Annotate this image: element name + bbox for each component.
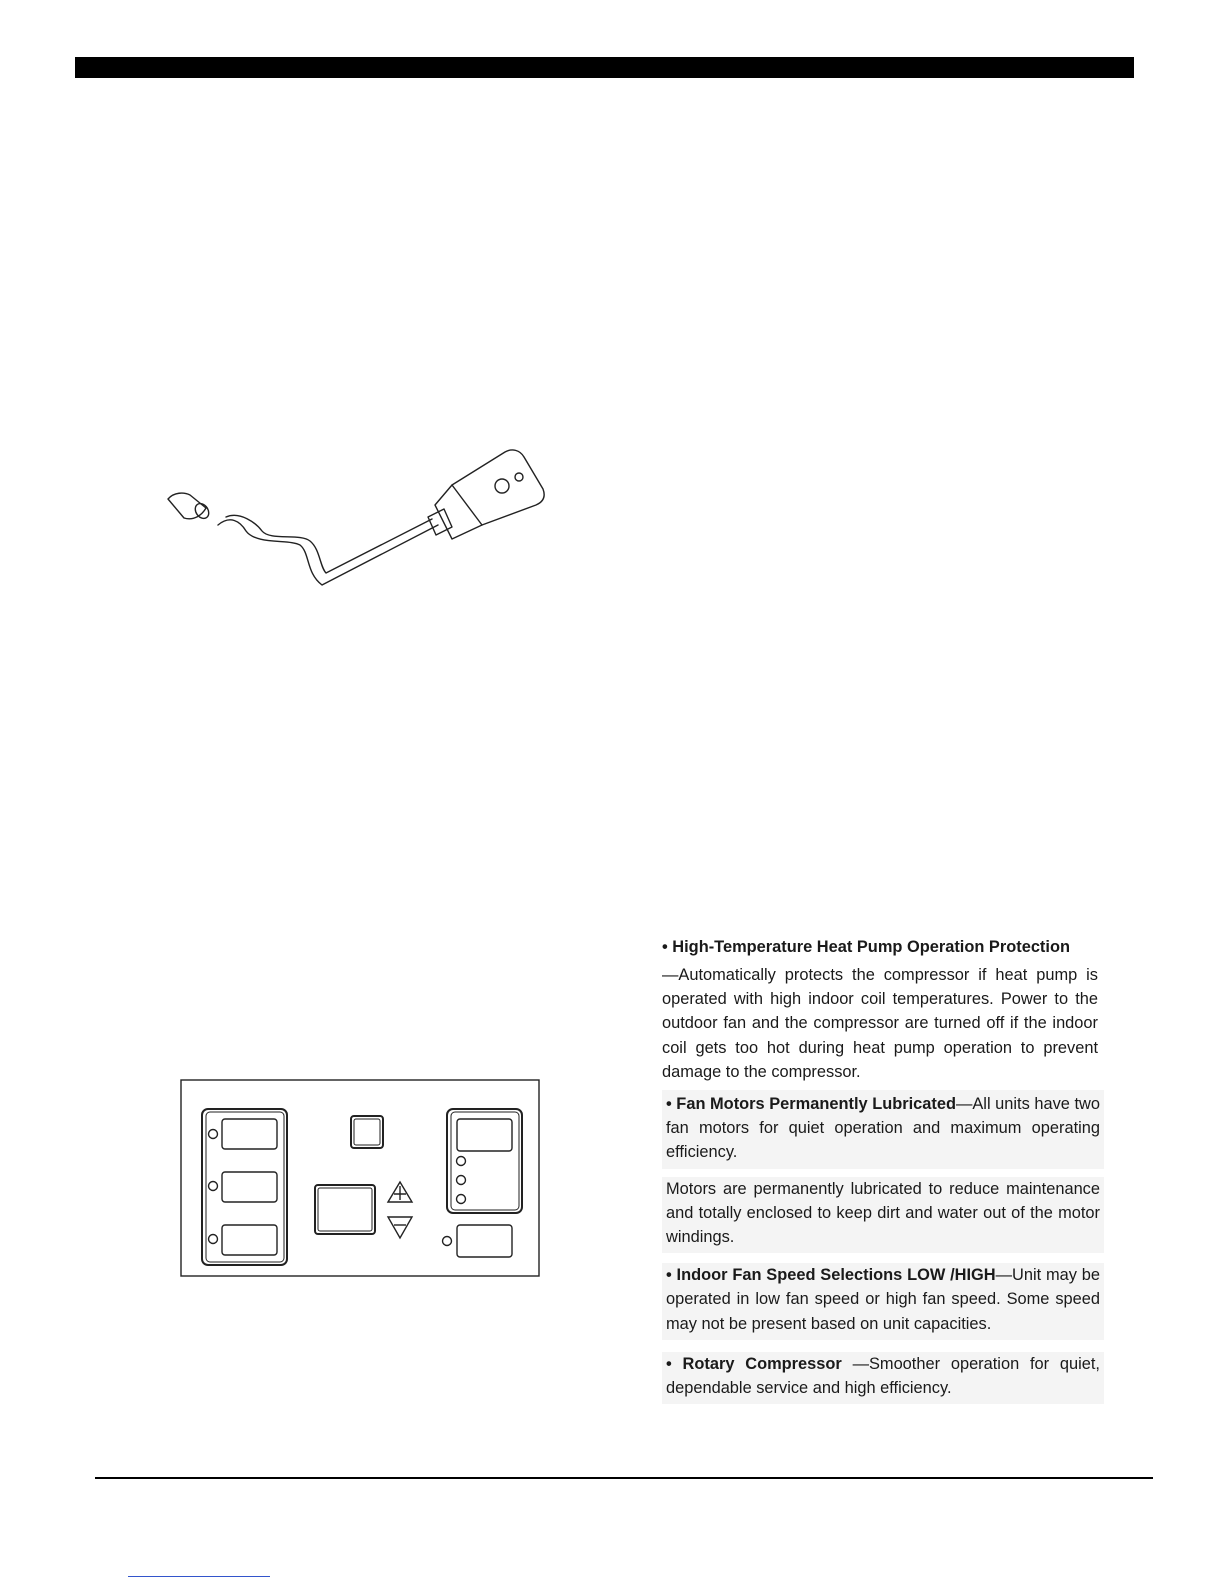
feature-body: All units have two fan motors for quiet operation and maximum operating efficiency. <box>666 1095 1100 1162</box>
mode-led-3 <box>209 1235 218 1244</box>
mode-button-1 <box>222 1119 277 1149</box>
fan-led-3 <box>457 1195 466 1204</box>
plug-collar <box>435 485 482 539</box>
dash: — <box>841 1354 869 1373</box>
plug-prong-hole <box>495 479 509 493</box>
fan-led-1 <box>457 1157 466 1166</box>
mode-led-2 <box>209 1182 218 1191</box>
power-button <box>351 1116 383 1148</box>
cord-cable <box>218 515 438 585</box>
feature-fan-speed <box>662 1263 1104 1340</box>
feature-heading: • High-Temperature Heat Pump Operation Protection <box>662 938 1070 956</box>
feature-body: Smoother operation for quiet, dependable service and high efficiency. <box>666 1354 1100 1398</box>
timer-led <box>443 1237 452 1246</box>
feature-paragraph <box>666 1263 1100 1336</box>
fan-button-group <box>447 1109 522 1213</box>
power-cord-drawing <box>160 445 560 610</box>
dash: — <box>995 1266 1013 1285</box>
fan-led-2 <box>457 1176 466 1185</box>
feature-heading: • Fan Motors Permanently Lubricated <box>666 1095 956 1114</box>
feature-body: —Automatically protects the compressor if heat pump is operated with high indoor coil temperatures. Power to the outdoor fan and the compressor are turned off if the indoor coil gets too hot during heat pump operation to prevent damage to the compressor. <box>662 966 1098 1081</box>
mode-button-group <box>202 1109 287 1265</box>
footer-link-underline[interactable] <box>128 1576 270 1577</box>
dash: — <box>955 1095 973 1114</box>
feature-paragraph <box>666 1092 1100 1165</box>
feature-body: Unit may be operated in low fan speed or high fan speed. Some speed may not be present based on unit capacities. <box>666 1266 1100 1333</box>
cord-cut-end <box>168 493 206 519</box>
feature-fan-motors <box>662 1090 1104 1169</box>
feature-fan-motors-detail <box>662 1177 1104 1254</box>
fan-button <box>457 1119 512 1151</box>
feature-body: Motors are permanently lubricated to reduce maintenance and totally enclosed to keep dirt and water out of the motor windings. <box>666 1179 1100 1247</box>
plug-body <box>452 450 544 525</box>
feature-heading: • Rotary Compressor <box>666 1354 842 1373</box>
header-bar <box>75 57 1134 78</box>
feature-heading: • Indoor Fan Speed Selections LOW /HIGH <box>666 1266 996 1285</box>
feature-rotary-compressor <box>662 1352 1104 1404</box>
footer-rule <box>95 1477 1153 1479</box>
plug-prong-hole-small <box>515 473 523 481</box>
mode-led-1 <box>209 1130 218 1139</box>
mode-button-2 <box>222 1172 277 1202</box>
mode-button-3 <box>222 1225 277 1255</box>
timer-button <box>457 1225 512 1257</box>
control-panel-drawing <box>180 1079 543 1279</box>
feature-paragraph <box>666 1352 1100 1400</box>
features-list <box>662 935 1104 1404</box>
minus-icon <box>388 1217 412 1238</box>
temperature-display <box>315 1185 375 1234</box>
feature-high-temp-protection <box>662 935 1104 1084</box>
